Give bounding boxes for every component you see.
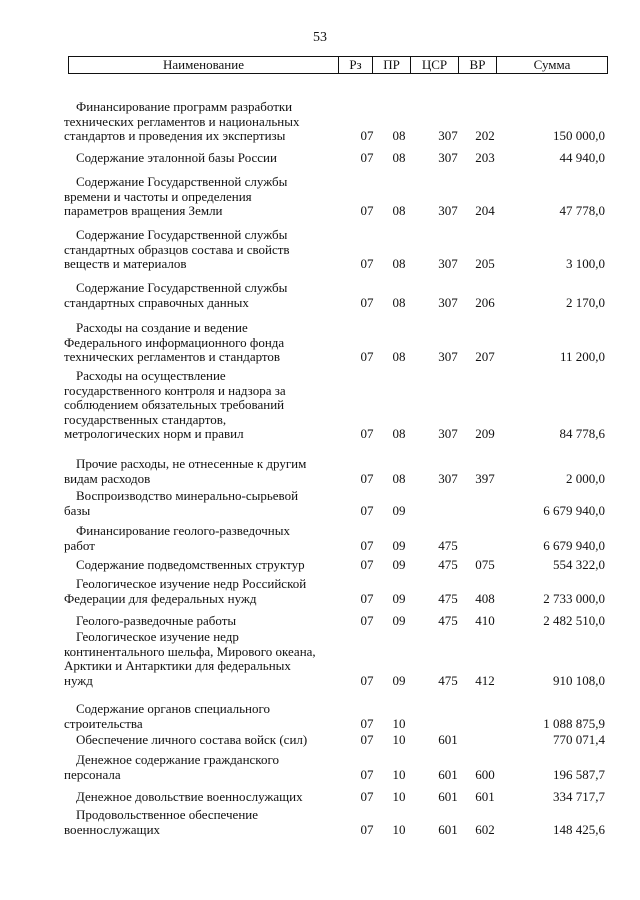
table-row: [0, 702, 640, 731]
row-name: [64, 321, 336, 365]
row-name: [64, 790, 336, 805]
row-vr: 397: [475, 470, 495, 486]
row-name-line: персонала: [64, 766, 121, 782]
row-name-line: Содержание эталонной базы России: [76, 150, 277, 165]
row-pr: 09: [392, 557, 406, 572]
row-name-line: Содержание органов специального: [76, 701, 270, 716]
row-vr: 204: [475, 203, 495, 218]
row-name-line: Прочие расходы, не отнесенные к другим: [76, 456, 307, 471]
row-vr: 203: [475, 150, 495, 165]
row-name-line: Продовольственное обеспечение: [76, 807, 258, 822]
row-name-line: Расходы на создание и ведение: [76, 320, 248, 335]
row-sum: 6 679 940,0: [543, 537, 605, 553]
row-rz: 07: [360, 789, 374, 804]
row-sum: 770 071,4: [553, 732, 605, 747]
row-name-line: времени и частоты и определения: [64, 188, 252, 204]
row-name-line: стандартных образцов состава и свойств: [64, 241, 290, 257]
row-pr: 09: [392, 537, 406, 553]
row-rz: 07: [360, 537, 374, 553]
row-sum: 47 778,0: [559, 203, 605, 218]
row-name-line: метрологических норм и правил: [64, 426, 244, 441]
row-pr: 10: [392, 732, 406, 747]
row-name-line: веществ и материалов: [64, 256, 187, 271]
row-csr: 307: [438, 128, 458, 143]
row-pr: 08: [392, 349, 406, 364]
row-name-line: Содержание Государственной службы: [76, 174, 288, 189]
header-name: Наименование: [69, 57, 339, 73]
row-pr: 08: [392, 294, 406, 310]
row-name-line: Воспроизводство минерально-сырьевой: [76, 488, 299, 503]
row-csr: 307: [438, 349, 458, 364]
row-name-line: Геолого-разведочные работы: [76, 613, 237, 628]
row-pr: 09: [392, 613, 406, 628]
row-vr: 075: [475, 557, 495, 572]
row-vr: 205: [475, 256, 495, 271]
row-name-line: стандартов и проведения их экспертизы: [64, 128, 286, 143]
row-name-line: Финансирование геолого-разведочных: [76, 523, 290, 538]
row-csr: 601: [438, 821, 458, 837]
row-name: [64, 808, 336, 837]
row-pr: 10: [392, 766, 406, 782]
row-csr: 307: [438, 203, 458, 218]
row-name-line: технических регламентов и стандартов: [64, 349, 281, 364]
row-pr: 08: [392, 150, 406, 165]
row-vr: 602: [475, 821, 495, 837]
row-sum: 44 940,0: [559, 150, 605, 165]
row-rz: 07: [360, 426, 374, 441]
row-sum: 2 733 000,0: [543, 590, 605, 606]
row-vr: 412: [475, 672, 495, 688]
table-row: [0, 753, 640, 782]
row-name-line: Федерального информационного фонда: [64, 334, 285, 350]
row-sum: 2 170,0: [566, 294, 605, 310]
row-sum: 3 100,0: [566, 256, 605, 271]
row-name-line: Содержание Государственной службы: [76, 227, 288, 242]
row-name-line: Расходы на осуществление: [76, 368, 226, 383]
table-row: [0, 457, 640, 486]
row-name: [64, 281, 336, 310]
row-vr: 600: [475, 766, 495, 782]
row-name: [64, 151, 336, 166]
row-name-line: работ: [64, 537, 95, 553]
row-vr: 206: [475, 294, 495, 310]
row-sum: 6 679 940,0: [543, 502, 605, 518]
row-sum: 910 108,0: [553, 672, 605, 688]
row-rz: 07: [360, 294, 374, 310]
row-pr: 08: [392, 256, 406, 271]
row-name-line: строительства: [64, 715, 143, 731]
row-pr: 09: [392, 672, 406, 688]
row-csr: 307: [438, 426, 458, 441]
row-rz: 07: [360, 203, 374, 218]
row-rz: 07: [360, 766, 374, 782]
row-sum: 1 088 875,9: [543, 715, 605, 731]
row-csr: 307: [438, 470, 458, 486]
table-row: [0, 614, 640, 629]
table-row: [0, 151, 640, 166]
row-rz: 07: [360, 715, 374, 731]
row-csr: 475: [438, 672, 458, 688]
row-csr: 475: [438, 557, 458, 572]
row-name-line: параметров вращения Земли: [64, 203, 223, 218]
header-vr: ВР: [459, 57, 497, 73]
table-row: [0, 577, 640, 606]
row-name-line: военнослужащих: [64, 821, 161, 837]
table-row: [0, 630, 640, 688]
row-sum: 554 322,0: [553, 557, 605, 572]
row-pr: 09: [392, 502, 406, 518]
row-name: [64, 228, 336, 272]
row-sum: 150 000,0: [553, 128, 605, 143]
row-rz: 07: [360, 821, 374, 837]
row-sum: 196 587,7: [553, 766, 605, 782]
row-name-line: Геологическое изучение недр: [76, 629, 239, 644]
row-rz: 07: [360, 349, 374, 364]
row-pr: 10: [392, 715, 406, 731]
header-csr: ЦСР: [411, 57, 459, 73]
row-name: [64, 100, 336, 144]
table-row: [0, 558, 640, 573]
row-sum: 2 482 510,0: [543, 613, 605, 628]
row-name: [64, 369, 336, 442]
row-vr: 410: [475, 613, 495, 628]
row-name: [64, 702, 336, 731]
row-rz: 07: [360, 470, 374, 486]
row-name-line: государственного контроля и надзора за: [64, 382, 286, 398]
row-vr: 202: [475, 128, 495, 143]
header-sum: Сумма: [533, 57, 571, 72]
row-sum: 84 778,6: [559, 426, 605, 441]
row-sum: 334 717,7: [553, 789, 605, 804]
row-rz: 07: [360, 613, 374, 628]
row-csr: 601: [438, 732, 458, 747]
row-name: [64, 558, 336, 573]
row-name: [64, 489, 336, 518]
row-name-line: технических регламентов и национальных: [64, 113, 300, 129]
row-name-line: Финансирование программ разработки: [76, 99, 293, 114]
row-pr: 08: [392, 470, 406, 486]
table-row: [0, 790, 640, 805]
row-name: [64, 457, 336, 486]
row-pr: 09: [392, 590, 406, 606]
row-name: [64, 733, 336, 748]
row-name-line: Денежное содержание гражданского: [76, 752, 279, 767]
row-name-line: нужд: [64, 672, 93, 688]
row-name: [64, 524, 336, 553]
row-csr: 475: [438, 590, 458, 606]
row-name-line: Геологическое изучение недр Российской: [76, 576, 307, 591]
row-name-line: континентального шельфа, Мирового океана,: [64, 643, 316, 659]
row-csr: 601: [438, 766, 458, 782]
row-pr: 08: [392, 203, 406, 218]
row-name-line: государственных стандартов,: [64, 411, 227, 427]
row-vr: 207: [475, 349, 495, 364]
row-name-line: видам расходов: [64, 470, 151, 486]
row-name-line: Содержание Государственной службы: [76, 280, 288, 295]
row-rz: 07: [360, 502, 374, 518]
row-sum: 2 000,0: [566, 470, 605, 486]
table-row: [0, 369, 640, 442]
row-name-line: базы: [64, 502, 91, 518]
table-row: [0, 808, 640, 837]
table-row: [0, 228, 640, 272]
table-row: [0, 524, 640, 553]
row-name-line: Обеспечение личного состава войск (сил): [76, 732, 308, 747]
row-name: [64, 577, 336, 606]
row-name: [64, 753, 336, 782]
table-row: [0, 733, 640, 748]
row-name: [64, 614, 336, 629]
row-csr: 601: [438, 789, 458, 804]
header-rz: Рз: [339, 57, 373, 73]
row-csr: 307: [438, 256, 458, 271]
row-csr: 307: [438, 150, 458, 165]
row-rz: 07: [360, 128, 374, 143]
page-number: 53: [313, 30, 327, 45]
table-row: [0, 175, 640, 219]
row-rz: 07: [360, 150, 374, 165]
row-pr: 08: [392, 128, 406, 143]
table-row: [0, 281, 640, 310]
row-name: [64, 630, 336, 688]
row-rz: 07: [360, 672, 374, 688]
row-name-line: Федерации для федеральных нужд: [64, 590, 257, 606]
row-sum: 11 200,0: [559, 349, 605, 364]
row-sum: 148 425,6: [553, 821, 605, 837]
row-vr: 209: [475, 426, 495, 441]
table-row: [0, 321, 640, 365]
row-name-line: Содержание подведомственных структур: [76, 557, 305, 572]
row-rz: 07: [360, 590, 374, 606]
row-pr: 10: [392, 789, 406, 804]
row-rz: 07: [360, 256, 374, 271]
row-vr: 408: [475, 590, 495, 606]
table-header: [68, 56, 608, 74]
row-csr: 475: [438, 537, 458, 553]
row-rz: 07: [360, 557, 374, 572]
header-pr: ПР: [373, 57, 411, 73]
row-name-line: Денежное довольствие военнослужащих: [76, 789, 303, 804]
row-pr: 08: [392, 426, 406, 441]
table-row: [0, 489, 640, 518]
table-row: [0, 100, 640, 144]
row-pr: 10: [392, 821, 406, 837]
row-rz: 07: [360, 732, 374, 747]
row-name-line: стандартных справочных данных: [64, 294, 249, 310]
row-vr: 601: [475, 789, 495, 804]
row-name-line: Арктики и Антарктики для федеральных: [64, 658, 291, 673]
row-csr: 475: [438, 613, 458, 628]
row-name: [64, 175, 336, 219]
row-csr: 307: [438, 294, 458, 310]
row-name-line: соблюдением обязательных требований: [64, 397, 285, 412]
